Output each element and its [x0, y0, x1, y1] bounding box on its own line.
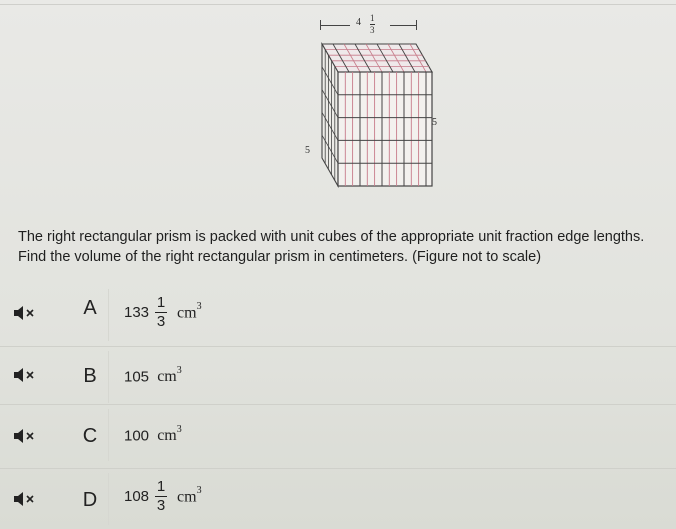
choice-letter: B	[83, 365, 97, 387]
speaker-muted-icon[interactable]	[12, 426, 38, 446]
choice-separator	[108, 351, 109, 403]
numerator: 1	[156, 478, 166, 495]
top-dimension-numerator: 1	[370, 13, 375, 23]
question-line-1: The right rectangular prism is packed with unit cubes of the appropriate unit fraction edge lengths.	[18, 229, 645, 245]
denominator: 3	[156, 313, 166, 330]
choice-answer	[124, 295, 202, 330]
choice-answer	[124, 367, 182, 386]
choice-letter: C	[82, 425, 98, 447]
fraction-part	[155, 479, 167, 514]
unit: $cm^3$	[177, 300, 202, 322]
mixed-number	[124, 295, 202, 330]
unit-exponent: 3	[196, 300, 202, 312]
choice-answer	[124, 479, 202, 514]
mixed-number	[124, 479, 202, 514]
question-line-2: Find the volume of the right rectangular prism in centimeters. (Figure not to scale)	[18, 249, 542, 265]
choice-letter: D	[82, 489, 98, 511]
choice-separator	[108, 473, 109, 525]
numerator: 1	[156, 294, 166, 311]
unit-exponent: 3	[196, 484, 202, 496]
height-label: 5	[432, 117, 437, 128]
cube-prism-diagram	[300, 10, 460, 190]
unit: $cm^3$	[177, 484, 202, 506]
speaker-muted-icon[interactable]	[12, 303, 38, 323]
unit: $cm^3$	[157, 424, 182, 445]
speaker-muted-icon[interactable]	[12, 489, 38, 509]
choice-value: 105	[124, 368, 150, 386]
top-dimension-denominator: 3	[370, 25, 375, 35]
prism-top-face	[322, 44, 432, 72]
depth-label: 5	[305, 145, 310, 156]
choice-separator	[108, 409, 109, 461]
choice-separator	[108, 289, 109, 341]
speaker-muted-icon[interactable]	[12, 365, 38, 385]
unit-exponent: 3	[176, 365, 182, 376]
choice-d[interactable]	[0, 469, 676, 529]
choice-value: 100	[124, 427, 150, 445]
choice-letter: A	[83, 297, 97, 319]
whole-part: 133	[124, 304, 150, 321]
whole-part: 108	[124, 488, 150, 505]
fraction-part	[155, 295, 167, 330]
choice-answer	[124, 426, 182, 445]
unit: $cm^3$	[157, 365, 182, 386]
top-dimension-whole: 4	[356, 17, 361, 28]
denominator: 3	[156, 497, 166, 514]
prism-front-face	[338, 72, 432, 186]
choice-c[interactable]	[0, 405, 676, 469]
unit-exponent: 3	[176, 424, 182, 435]
question-text	[18, 227, 668, 267]
choice-b[interactable]	[0, 347, 676, 405]
top-divider	[0, 4, 676, 5]
choice-a[interactable]	[0, 285, 676, 347]
